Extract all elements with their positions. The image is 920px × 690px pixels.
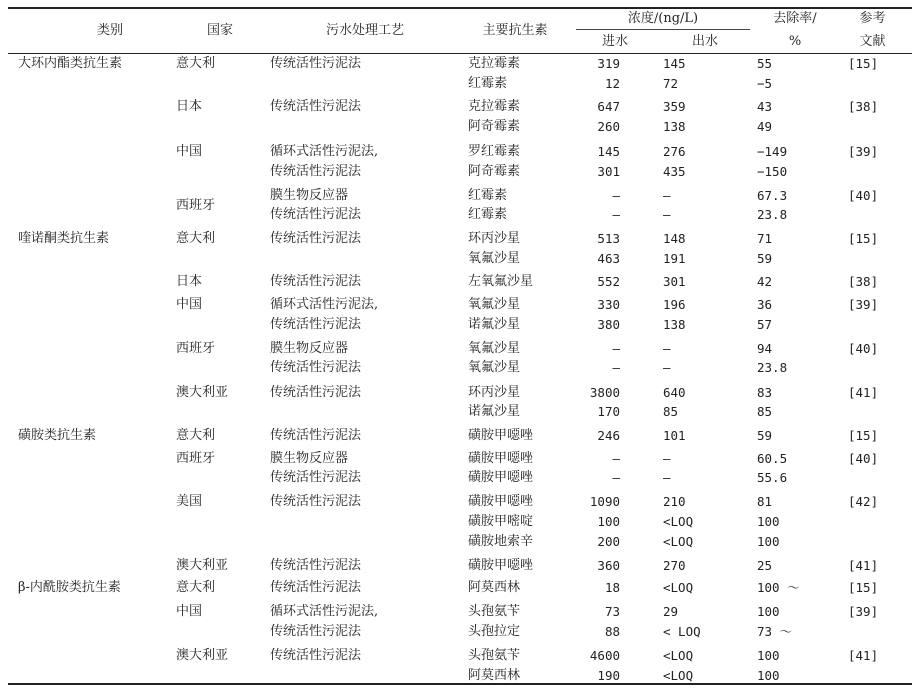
cell-category: 磺胺类抗生素 bbox=[18, 428, 97, 443]
cell-influent: 1090 bbox=[589, 494, 620, 509]
cell-ref: [42] bbox=[848, 494, 879, 509]
cell-influent: 552 bbox=[597, 274, 620, 289]
cell-effluent: — bbox=[663, 341, 671, 356]
cell-removal: 71 bbox=[757, 231, 773, 246]
header-removal-line1: 去除率/ bbox=[773, 11, 817, 26]
cell-effluent: 72 bbox=[663, 76, 679, 91]
cell-antibiotic: 磺胺甲噁唑 bbox=[468, 451, 534, 466]
cell-removal: 83 bbox=[757, 385, 773, 400]
cell-antibiotic: 阿奇霉素 bbox=[468, 119, 521, 134]
cell-antibiotic: 头孢氨苄 bbox=[468, 604, 521, 619]
cell-influent: 73 bbox=[604, 604, 620, 619]
cell-effluent: — bbox=[663, 451, 671, 466]
cell-antibiotic: 环丙沙星 bbox=[468, 231, 521, 246]
cell-antibiotic: 诺氟沙星 bbox=[468, 317, 521, 332]
header-removal-line2: % bbox=[788, 34, 802, 49]
cell-effluent: <LOQ bbox=[663, 580, 694, 595]
cell-country: 中国 bbox=[176, 144, 203, 159]
cell-antibiotic: 磺胺甲噁唑 bbox=[468, 470, 534, 485]
cell-ref: [38] bbox=[848, 274, 879, 289]
cell-influent: 319 bbox=[597, 56, 620, 71]
cell-antibiotic: 氧氟沙星 bbox=[468, 297, 521, 312]
cell-effluent: 196 bbox=[663, 297, 686, 312]
cell-process: 循环式活性污泥法, bbox=[270, 144, 379, 159]
cell-effluent: 138 bbox=[663, 119, 686, 134]
cell-effluent: <LOQ bbox=[663, 648, 694, 663]
cell-removal: 100 bbox=[757, 514, 780, 529]
cell-antibiotic: 阿奇霉素 bbox=[468, 164, 521, 179]
cell-removal: 59 bbox=[757, 251, 773, 266]
cell-country: 中国 bbox=[176, 297, 203, 312]
cell-process: 循环式活性污泥法, bbox=[270, 297, 379, 312]
cell-removal: 73 ～ bbox=[757, 624, 793, 639]
cell-effluent: 210 bbox=[663, 494, 686, 509]
cell-influent: 260 bbox=[597, 119, 620, 134]
cell-category: 大环内酯类抗生素 bbox=[18, 56, 123, 71]
cell-influent: — bbox=[612, 360, 620, 375]
cell-effluent: 145 bbox=[663, 56, 686, 71]
cell-removal: 94 bbox=[757, 341, 773, 356]
cell-ref: [15] bbox=[848, 56, 879, 71]
cell-effluent: 640 bbox=[663, 385, 686, 400]
cell-removal: 43 bbox=[757, 99, 773, 114]
cell-country: 日本 bbox=[176, 99, 203, 114]
cell-antibiotic: 环丙沙星 bbox=[468, 385, 521, 400]
cell-effluent: < LOQ bbox=[663, 624, 701, 639]
cell-effluent: 29 bbox=[663, 604, 679, 619]
cell-influent: — bbox=[612, 470, 620, 485]
cell-antibiotic: 磺胺甲噁唑 bbox=[468, 558, 534, 573]
cell-country: 澳大利亚 bbox=[176, 558, 229, 573]
cell-effluent: 435 bbox=[663, 164, 686, 179]
cell-process: 循环式活性污泥法, bbox=[270, 604, 379, 619]
cell-antibiotic: 克拉霉素 bbox=[468, 99, 521, 114]
cell-ref: [15] bbox=[848, 231, 879, 246]
cell-ref: [39] bbox=[848, 144, 879, 159]
concentration-subrule bbox=[576, 29, 750, 30]
cell-influent: 513 bbox=[597, 231, 620, 246]
cell-effluent: <LOQ bbox=[663, 514, 694, 529]
cell-influent: 647 bbox=[597, 99, 620, 114]
cell-ref: [41] bbox=[848, 648, 879, 663]
cell-ref: [39] bbox=[848, 297, 879, 312]
cell-removal: −149 bbox=[757, 144, 788, 159]
cell-removal: 85 bbox=[757, 404, 773, 419]
header-rule bbox=[8, 53, 912, 54]
cell-ref: [15] bbox=[848, 580, 879, 595]
cell-category: 喹诺酮类抗生素 bbox=[18, 231, 110, 246]
cell-effluent: 270 bbox=[663, 558, 686, 573]
cell-country: 意大利 bbox=[176, 56, 216, 71]
cell-antibiotic: 氧氟沙星 bbox=[468, 360, 521, 375]
cell-ref: [39] bbox=[848, 604, 879, 619]
cell-effluent: <LOQ bbox=[663, 668, 694, 683]
cell-influent: — bbox=[612, 341, 620, 356]
cell-removal: 55.6 bbox=[757, 470, 788, 485]
cell-country: 日本 bbox=[176, 274, 203, 289]
cell-ref: [40] bbox=[848, 451, 879, 466]
cell-process: 传统活性污泥法 bbox=[270, 580, 362, 595]
cell-antibiotic: 罗红霉素 bbox=[468, 144, 521, 159]
cell-removal: 100 bbox=[757, 604, 780, 619]
cell-process: 膜生物反应器 bbox=[270, 188, 349, 203]
cell-effluent: <LOQ bbox=[663, 534, 694, 549]
cell-influent: 18 bbox=[604, 580, 620, 595]
cell-removal: 55 bbox=[757, 56, 773, 71]
header-effluent: 出水 bbox=[691, 34, 718, 49]
cell-antibiotic: 头孢氨苄 bbox=[468, 648, 521, 663]
cell-ref: [40] bbox=[848, 341, 879, 356]
header-ref-line1: 参考 bbox=[859, 11, 886, 26]
cell-antibiotic: 头孢拉定 bbox=[468, 624, 521, 639]
cell-influent: 3800 bbox=[589, 385, 620, 400]
cell-influent: 190 bbox=[597, 668, 620, 683]
cell-removal: 100 ～ bbox=[757, 580, 800, 595]
cell-influent: 330 bbox=[597, 297, 620, 312]
cell-removal: 49 bbox=[757, 119, 773, 134]
cell-country: 西班牙 bbox=[176, 451, 216, 466]
cell-antibiotic: 磺胺甲噁唑 bbox=[468, 428, 534, 443]
cell-influent: — bbox=[612, 451, 620, 466]
cell-effluent: 191 bbox=[663, 251, 686, 266]
cell-removal: 81 bbox=[757, 494, 773, 509]
cell-process: 传统活性污泥法 bbox=[270, 164, 362, 179]
cell-process: 传统活性污泥法 bbox=[270, 648, 362, 663]
cell-process: 传统活性污泥法 bbox=[270, 274, 362, 289]
cell-influent: 145 bbox=[597, 144, 620, 159]
cell-removal: 23.8 bbox=[757, 360, 788, 375]
cell-influent: 12 bbox=[604, 76, 620, 91]
cell-removal: −5 bbox=[757, 76, 773, 91]
cell-antibiotic: 磺胺甲嘧啶 bbox=[468, 514, 534, 529]
cell-process: 传统活性污泥法 bbox=[270, 207, 362, 222]
cell-antibiotic: 磺胺地索辛 bbox=[468, 534, 534, 549]
cell-influent: 246 bbox=[597, 428, 620, 443]
cell-ref: [38] bbox=[848, 99, 879, 114]
cell-influent: 4600 bbox=[589, 648, 620, 663]
cell-country: 中国 bbox=[176, 604, 203, 619]
cell-effluent: 85 bbox=[663, 404, 679, 419]
cell-ref: [40] bbox=[848, 188, 879, 203]
cell-process: 传统活性污泥法 bbox=[270, 428, 362, 443]
cell-removal: 36 bbox=[757, 297, 773, 312]
cell-process: 传统活性污泥法 bbox=[270, 360, 362, 375]
header-country: 国家 bbox=[206, 23, 233, 38]
cell-ref: [41] bbox=[848, 558, 879, 573]
cell-removal: 23.8 bbox=[757, 207, 788, 222]
cell-country: 意大利 bbox=[176, 231, 216, 246]
cell-country: 意大利 bbox=[176, 580, 216, 595]
cell-antibiotic: 红霉素 bbox=[468, 188, 508, 203]
cell-removal: 59 bbox=[757, 428, 773, 443]
cell-antibiotic: 左氧氟沙星 bbox=[468, 274, 534, 289]
cell-effluent: — bbox=[663, 470, 671, 485]
cell-antibiotic: 阿莫西林 bbox=[468, 580, 521, 595]
cell-process: 膜生物反应器 bbox=[270, 451, 349, 466]
cell-process: 传统活性污泥法 bbox=[270, 99, 362, 114]
cell-effluent: 138 bbox=[663, 317, 686, 332]
cell-process: 膜生物反应器 bbox=[270, 341, 349, 356]
cell-influent: 360 bbox=[597, 558, 620, 573]
cell-country: 意大利 bbox=[176, 428, 216, 443]
cell-effluent: — bbox=[663, 360, 671, 375]
cell-antibiotic: 红霉素 bbox=[468, 207, 508, 222]
cell-antibiotic: 红霉素 bbox=[468, 76, 508, 91]
cell-influent: 170 bbox=[597, 404, 620, 419]
cell-process: 传统活性污泥法 bbox=[270, 494, 362, 509]
top-rule bbox=[8, 7, 912, 9]
cell-influent: — bbox=[612, 188, 620, 203]
cell-country: 澳大利亚 bbox=[176, 648, 229, 663]
cell-process: 传统活性污泥法 bbox=[270, 385, 362, 400]
cell-influent: 301 bbox=[597, 164, 620, 179]
cell-effluent: 148 bbox=[663, 231, 686, 246]
cell-removal: 100 bbox=[757, 668, 780, 683]
cell-country: 澳大利亚 bbox=[176, 385, 229, 400]
header-process: 污水处理工艺 bbox=[325, 23, 404, 38]
cell-ref: [41] bbox=[848, 385, 879, 400]
cell-process: 传统活性污泥法 bbox=[270, 317, 362, 332]
cell-removal: 100 bbox=[757, 534, 780, 549]
cell-ref: [15] bbox=[848, 428, 879, 443]
cell-process: 传统活性污泥法 bbox=[270, 231, 362, 246]
cell-effluent: — bbox=[663, 188, 671, 203]
cell-removal: 67.3 bbox=[757, 188, 788, 203]
cell-effluent: — bbox=[663, 207, 671, 222]
cell-antibiotic: 磺胺甲噁唑 bbox=[468, 494, 534, 509]
cell-influent: — bbox=[612, 207, 620, 222]
cell-antibiotic: 阿莫西林 bbox=[468, 668, 521, 683]
cell-influent: 463 bbox=[597, 251, 620, 266]
cell-removal: 60.5 bbox=[757, 451, 788, 466]
cell-antibiotic: 氧氟沙星 bbox=[468, 341, 521, 356]
cell-process: 传统活性污泥法 bbox=[270, 624, 362, 639]
cell-country: 西班牙 bbox=[176, 341, 216, 356]
cell-process: 传统活性污泥法 bbox=[270, 470, 362, 485]
cell-influent: 200 bbox=[597, 534, 620, 549]
cell-influent: 88 bbox=[604, 624, 620, 639]
cell-process: 传统活性污泥法 bbox=[270, 558, 362, 573]
cell-influent: 100 bbox=[597, 514, 620, 529]
cell-antibiotic: 克拉霉素 bbox=[468, 56, 521, 71]
cell-effluent: 359 bbox=[663, 99, 686, 114]
cell-antibiotic: 氧氟沙星 bbox=[468, 251, 521, 266]
cell-removal: 57 bbox=[757, 317, 773, 332]
header-antibiotic: 主要抗生素 bbox=[482, 23, 548, 38]
cell-country: 西班牙 bbox=[176, 198, 216, 213]
header-influent: 进水 bbox=[601, 34, 628, 49]
cell-country: 美国 bbox=[176, 494, 203, 509]
cell-influent: 380 bbox=[597, 317, 620, 332]
header-category: 类别 bbox=[96, 23, 123, 38]
cell-removal: 25 bbox=[757, 558, 773, 573]
cell-effluent: 276 bbox=[663, 144, 686, 159]
cell-effluent: 301 bbox=[663, 274, 686, 289]
header-concentration: 浓度/(ng/L) bbox=[627, 11, 699, 26]
cell-removal: 42 bbox=[757, 274, 773, 289]
cell-category: β-内酰胺类抗生素 bbox=[18, 580, 121, 595]
cell-effluent: 101 bbox=[663, 428, 686, 443]
cell-process: 传统活性污泥法 bbox=[270, 56, 362, 71]
cell-removal: −150 bbox=[757, 164, 788, 179]
header-ref-line2: 文献 bbox=[859, 34, 886, 49]
cell-antibiotic: 诺氟沙星 bbox=[468, 404, 521, 419]
cell-removal: 100 bbox=[757, 648, 780, 663]
